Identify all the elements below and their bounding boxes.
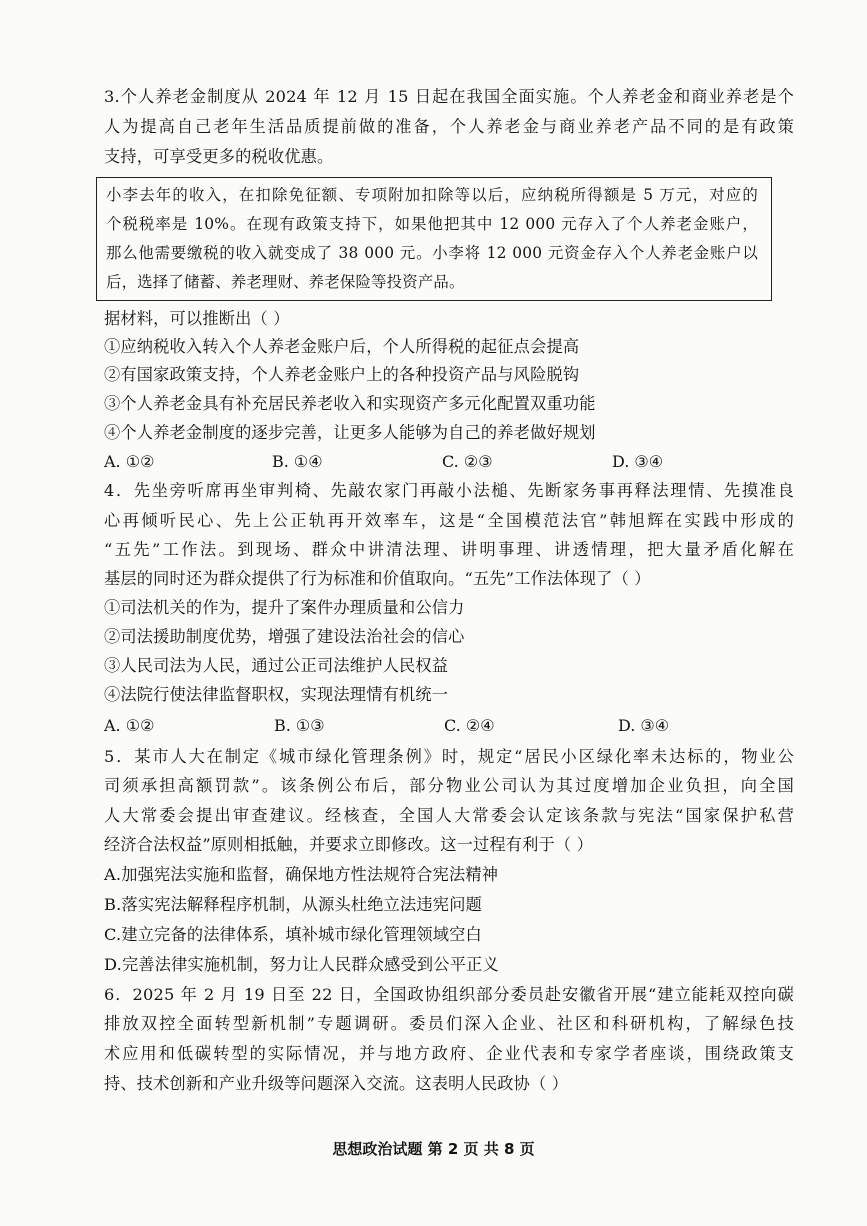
page-footer: 思想政治试题 第 2 页 共 8 页 xyxy=(332,1140,535,1158)
q3-material-line: 后，选择了储蓄、养老理财、养老保险等投资产品。 xyxy=(106,273,465,291)
q3-material-line: 个税税率是 10%。在现有政策支持下，如果他把其中 12 000 元存入了个人养老金账户， xyxy=(106,215,758,233)
q3-option-c[interactable]: C. ②③ xyxy=(442,452,493,471)
q3-stem-line: 支持，可享受更多的税收优惠。 xyxy=(104,147,334,166)
q3-stem-line: 人为提高自己老年生活品质提前做的准备，个人养老金与商业养老产品不同的是有政策 xyxy=(104,117,794,136)
q6-stem-line: 术应用和低碳转型的实际情况，并与地方政府、企业代表和专家学者座谈，围绕政策支 xyxy=(104,1044,794,1063)
q5-choice-a[interactable]: A.加强宪法实施和监督，确保地方性法规符合宪法精神 xyxy=(104,865,499,884)
q4-option-d[interactable]: D. ③④ xyxy=(618,716,670,735)
q4-stem-line: “五先”工作法。到现场、群众中讲清法理、讲明事理、讲透情理，把大量矛盾化解在 xyxy=(104,540,794,559)
q4-option-c[interactable]: C. ②④ xyxy=(444,716,495,735)
q5-stem-line: 5．某市人大在制定《城市绿化管理条例》时，规定“居民小区绿化率未达标的，物业公 xyxy=(104,747,794,766)
q3-option-d[interactable]: D. ③④ xyxy=(612,452,664,471)
q6-stem-line: 排放双控全面转型新机制”专题调研。委员们深入企业、社区和科研机构，了解绿色技 xyxy=(104,1014,794,1033)
q3-item: ④个人养老金制度的逐步完善，让更多人能够为自己的养老做好规划 xyxy=(104,423,596,442)
q5-choice-c[interactable]: C.建立完备的法律体系，填补城市绿化管理领域空白 xyxy=(104,925,482,944)
q6-stem-line: 持、技术创新和产业升级等问题深入交流。这表明人民政协（ ） xyxy=(104,1074,569,1093)
q4-option-a[interactable]: A. ①② xyxy=(104,716,155,735)
q3-stem-line: 3.个人养老金制度从 2024 年 12 月 15 日起在我国全面实施。个人养老金和商业养老是个 xyxy=(104,87,794,106)
q4-item: ③人民司法为人民，通过公正司法维护人民权益 xyxy=(104,656,449,675)
q3-material-box xyxy=(96,177,772,301)
q3-option-a[interactable]: A. ①② xyxy=(104,452,155,471)
q3-item: ③个人养老金具有补充居民养老收入和实现资产多元化配置双重功能 xyxy=(104,394,596,413)
q3-option-b[interactable]: B. ①④ xyxy=(272,452,323,471)
q4-item: ④法院行使法律监督职权，实现法理情有机统一 xyxy=(104,685,449,704)
q5-stem-line: 人大常委会提出审查建议。经核查，全国人大常委会认定该条款与宪法“国家保护私营 xyxy=(104,806,794,825)
q4-option-b[interactable]: B. ①③ xyxy=(274,716,325,735)
q3-material-line: 那么他需要缴税的收入就变成了 38 000 元。小李将 12 000 元资金存入个人养老金账户以 xyxy=(106,244,758,262)
q4-item: ①司法机关的作为，提升了案件办理质量和公信力 xyxy=(104,598,465,617)
q5-choice-d[interactable]: D.完善法律实施机制，努力让人民群众感受到公平正义 xyxy=(104,955,499,974)
q3-material-line: 小李去年的收入，在扣除免征额、专项附加扣除等以后，应纳税所得额是 5 万元，对应的 xyxy=(106,186,758,204)
q3-options xyxy=(104,451,794,473)
q3-item: ②有国家政策支持，个人养老金账户上的各种投资产品与风险脱钩 xyxy=(104,365,580,384)
q5-stem-line: 司须承担高额罚款”。该条例公布后，部分物业公司认为其过度增加企业负担，向全国 xyxy=(104,776,794,795)
q3-item: ①应纳税收入转入个人养老金账户后，个人所得税的起征点会提高 xyxy=(104,337,580,356)
q5-choice-b[interactable]: B.落实宪法解释程序机制，从源头杜绝立法违宪问题 xyxy=(104,895,482,914)
q4-item: ②司法援助制度优势，增强了建设法治社会的信心 xyxy=(104,627,465,646)
q6-stem-line: 6．2025 年 2 月 19 日至 22 日，全国政协组织部分委员赴安徽省开展“建立能耗双控向碳 xyxy=(104,985,794,1004)
q4-stem-line: 4．先坐旁听席再坐审判椅、先敲农家门再敲小法槌、先断家务事再释法理情、先摸准良 xyxy=(104,481,794,500)
q3-prompt: 据材料，可以推断出（ ） xyxy=(104,309,290,328)
q4-stem-line: 基层的同时还为群众提供了行为标准和价值取向。“五先”工作法体现了（ ） xyxy=(104,569,651,588)
q5-stem-line: 经济合法权益”原则相抵触，并要求立即修改。这一过程有利于（ ） xyxy=(104,835,594,854)
q4-options xyxy=(104,715,794,737)
q4-stem-line: 心再倾听民心、先上公正轨再开效率车，这是“全国模范法官”韩旭辉在实践中形成的 xyxy=(104,511,794,530)
